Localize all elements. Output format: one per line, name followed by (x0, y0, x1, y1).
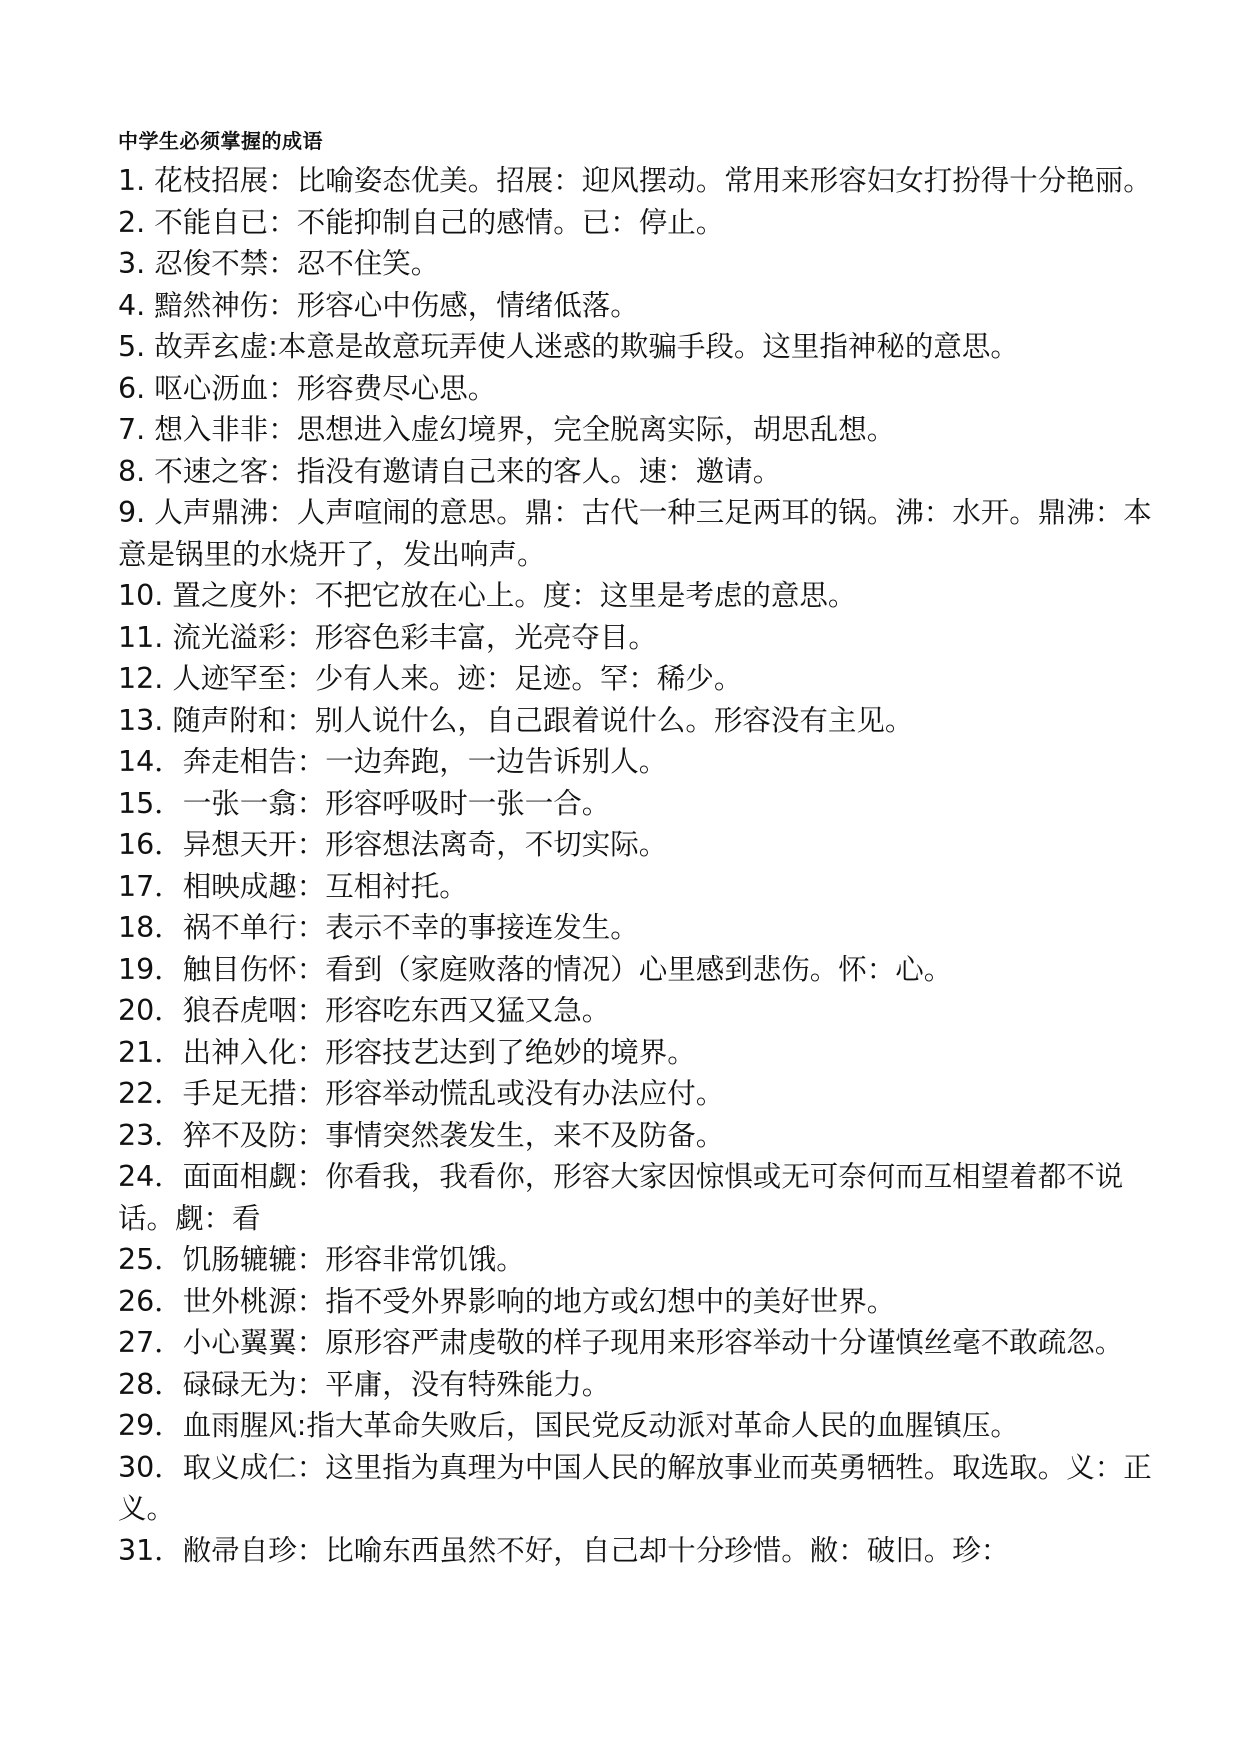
list-item: 7. 想入非非：思想进入虚幻境界，完全脱离实际，胡思乱想。 (118, 413, 896, 446)
list-item: 2. 不能自已：不能抑制自己的感情。已：停止。 (118, 205, 725, 239)
list-item: 9. 人声鼎沸：人声喧闹的意思。鼎：古代一种三足两耳的锅。沸：水开。鼎沸：本意是锅里的水烧开了，发出响声。 (118, 496, 1152, 571)
list-item: 6. 呕心沥血：形容费尽心思。 (118, 371, 497, 405)
idiom-list (118, 160, 1158, 1571)
list-item: 8. 不速之客：指没有邀请自己来的客人。速：邀请。 (118, 454, 782, 488)
list-item: 3. 忍俊不禁：忍不住笑。 (118, 247, 440, 280)
list-item: 11. 流光溢彩：形容色彩丰富，光亮夺目。 (118, 620, 657, 654)
list-item: 24．面面相觑：你看我，我看你，形容大家因惊惧或无可奈何而互相望着都不说话。觑：看 (118, 1160, 1124, 1235)
list-item: 27．小心翼翼：原形容严肃虔敬的样子现用来形容举动十分谨慎丝毫不敢疏忽。 (118, 1326, 1124, 1359)
list-item: 31．敝帚自珍：比喻东西虽然不好，自己却十分珍惜。敝：破旧。珍： (118, 1533, 1010, 1567)
document-title: 中学生必须掌握的成语 (118, 129, 323, 153)
list-item: 16．异想天开：形容想法离奇，不切实际。 (118, 828, 668, 861)
document-page (118, 124, 1158, 1571)
list-item: 29．血雨腥风:指大革命失败后，国民党反动派对革命人民的血腥镇压。 (118, 1409, 1019, 1442)
list-item: 17．相映成趣：互相衬托。 (118, 869, 468, 903)
list-item: 18．祸不单行：表示不幸的事接连发生。 (118, 911, 639, 944)
list-item: 26．世外桃源：指不受外界影响的地方或幻想中的美好世界。 (118, 1284, 896, 1318)
list-item: 23．猝不及防：事情突然袭发生，来不及防备。 (118, 1118, 725, 1152)
list-item: 25．饥肠辘辘：形容非常饥饿。 (118, 1243, 525, 1276)
list-item: 4. 黯然神伤：形容心中伤感，情绪低落。 (118, 288, 639, 322)
list-item: 21．出神入化：形容技艺达到了绝妙的境界。 (118, 1035, 696, 1069)
list-item: 12. 人迹罕至：少有人来。迹：足迹。罕：稀少。 (118, 662, 743, 695)
list-item: 10. 置之度外：不把它放在心上。度：这里是考虑的意思。 (118, 579, 857, 612)
list-item: 15．一张一翕：形容呼吸时一张一合。 (118, 786, 611, 820)
list-item: 22．手足无措：形容举动慌乱或没有办法应付。 (118, 1077, 725, 1110)
list-item: 20．狼吞虎咽：形容吃东西又猛又急。 (118, 994, 611, 1027)
list-item: 14．奔走相告：一边奔跑，一边告诉别人。 (118, 745, 668, 778)
list-item: 30．取义成仁：这里指为真理为中国人民的解放事业而英勇牺牲。取选取。义：正义。 (118, 1450, 1152, 1525)
list-item: 1. 花枝招展：比喻姿态优美。招展：迎风摆动。常用来形容妇女打扮得十分艳丽。 (118, 164, 1152, 197)
list-item: 28．碌碌无为：平庸，没有特殊能力。 (118, 1367, 611, 1401)
list-item: 19．触目伤怀：看到（家庭败落的情况）心里感到悲伤。怀：心。 (118, 952, 953, 986)
list-item: 5. 故弄玄虚:本意是故意玩弄使人迷惑的欺骗手段。这里指神秘的意思。 (118, 330, 1019, 363)
list-item: 13. 随声附和：别人说什么，自己跟着说什么。形容没有主见。 (118, 703, 914, 737)
